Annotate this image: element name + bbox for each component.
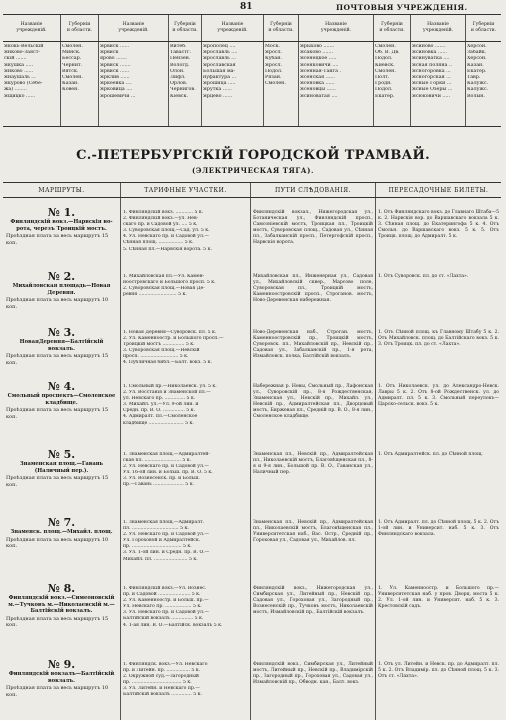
route-entry	[3, 326, 120, 366]
post-office-entry: Ярклив ......	[100, 75, 130, 81]
post-office-entry: Яркеевка ....	[100, 81, 132, 87]
tariff-line: 3. Ул. 1-ой лин. и Средн. пр. В. О.—	[123, 550, 210, 556]
post-office-entry: Орлов.	[170, 81, 188, 87]
tariff-line: 4. 1-ая лин. В. О.—Балтійск. вокзалъ 5 к.	[123, 622, 223, 628]
tariff-line: 3. Суворовская площ.—Невскій	[123, 348, 200, 354]
post-office-entry: Ясюковичи .....	[412, 93, 451, 99]
post-office-entry: Вятск.	[62, 68, 79, 74]
route-entry	[3, 270, 120, 310]
post-office-entry: Забайк.	[467, 50, 487, 56]
transfer-text: 1. Отъ Финляндскаго вокз. до Главнаго Штаба—5 к. 2. Нарвскія вор. до Варшавскаго вокзала 5 к. 3. Сѣнная площ. до Екатерингофа 5 к. 4. Отъ Смольн. до Варшавскаго вокз. 5 к. 5. Отъ Троицк. площ. до Адмиралт. 5 к.	[378, 210, 499, 240]
post-office-entry: Калужс.	[467, 87, 489, 93]
post-office-entry: Чернигов.	[170, 87, 196, 93]
path-text: Михайловская пл., Инженерная ул., Садовая ул., Михайловскій сквер., Марсово поле, Суворовская пл., Троицкій мостъ, Каменноостровскій просп., Строганов. мостъ, Ново-Деревенская набережная.	[253, 274, 373, 304]
post-office-entry: Янково-Заяст-	[4, 50, 41, 56]
post-office-entry: Подол.	[375, 87, 393, 93]
transfer-cell	[376, 586, 501, 610]
header-transfers: ПЕРЕСАДОЧНЫЕ БИЛЕТЫ.	[388, 186, 489, 194]
tram-routes-header	[3, 183, 501, 198]
tariff-line: 1. Новая Деревня—Суворовск. пл. 5 к.	[123, 330, 217, 335]
tariff-line: 2. Ул. Восстанія и Знаменской пл.—	[123, 390, 211, 396]
post-office-entry: Казан.	[62, 81, 79, 87]
post-offices-column	[169, 42, 202, 126]
tram-routes-table	[3, 182, 501, 719]
tariff-cell	[121, 274, 250, 298]
post-office-entry: Ярославская	[203, 62, 236, 68]
route-name: НоваяДеревня—Балтійскій вокзалъ.	[19, 339, 104, 352]
transfer-cell	[376, 520, 501, 538]
post-office-entry: Янково ......	[4, 68, 34, 74]
path-text: Знаменская пл., Невскій пр., Адмиралтейская пл., Николаевскій мостъ, Благовѣщенская пл., Университетская наб., Вас. Остр., Средній пр., Гороховая ул., Садовая ул., Михайлов. пл.	[253, 520, 373, 544]
tariff-line: Балтійскій вокзалъ ............... 5 к.	[123, 616, 204, 622]
post-office-entry: Олон.	[170, 68, 185, 74]
post-office-entry: Яросл.	[265, 50, 283, 56]
post-office-entry: Ярвиск ......	[100, 44, 130, 49]
post-office-entry: Ярошица .....	[203, 81, 236, 87]
transfer-cell	[376, 384, 501, 408]
transfer-cell	[376, 274, 501, 280]
post-office-entry: Ярвиск ......	[100, 68, 130, 74]
path-cell	[251, 586, 375, 616]
post-offices-header-cell: Названіе учрежденій.	[202, 15, 264, 41]
tariff-line: 3. Суворовская площ.—Сад. ул. 5 к.	[123, 228, 210, 234]
path-cell	[251, 520, 375, 544]
route-name: Смольный проспектъ—Смоленское кладбище.	[7, 393, 116, 406]
post-offices-header-cell: Названіе учрежденій.	[299, 15, 374, 41]
post-office-entry: Ясные Горки ...	[412, 81, 452, 87]
post-office-entry: Киевск.	[375, 62, 395, 68]
tariff-line: 5. Сѣнная пл.—Нарвскія ворота. 5 к.	[123, 246, 212, 252]
routes-column	[3, 198, 121, 720]
post-office-entry: Об. В. Дв.	[375, 50, 400, 56]
post-office-entry: Смолен.	[62, 75, 83, 81]
post-office-entry: Витеб.	[170, 44, 187, 49]
post-office-entry: Ясенная-Танга .	[300, 68, 341, 74]
route-entry	[3, 380, 120, 420]
post-office-entry: Тавастг.	[170, 50, 191, 56]
post-office-entry: Лифл.	[170, 75, 186, 81]
transfer-text: 1. Отъ Сѣнной площ. къ Главному Штабу 5 к. 2. Отъ Михайловск. площ. до Балтійскаго вокз. 5 к. 3. Отъ Троицк. пл. до ст. «Лахта».	[378, 330, 499, 348]
page-number: 81	[240, 2, 253, 12]
path-text: Финляндскій вокзал., Нижегородская ул., Ботаническая ул., Финляндскій просп., Самсоніевскій мостъ, Троицкая пл., Троицкій мостъ, Суворовская площ., Садовая ул., Сѣнная пл., Забалканскій просп., Петергофскій просп., Нарвскія ворота.	[253, 210, 373, 246]
tariff-line: 2. Ул. Каменноостр. и Большого просп.—	[123, 336, 224, 342]
post-offices-column	[61, 42, 99, 126]
main-subtitle: (ЭЛЕКТРИЧЕСКАЯ ТЯГА).	[191, 166, 315, 175]
post-office-entry: Казан.	[467, 62, 484, 68]
route-number: № 4.	[47, 380, 76, 393]
tariff-line: кладбище ........................ 5 к.	[123, 420, 194, 426]
post-office-entry: Минск.	[62, 50, 81, 56]
post-offices-header-cell: Губерніи и области.	[374, 15, 411, 41]
post-office-entry: Ясенская ......	[300, 75, 335, 81]
header-tariff: ТАРИФНЫЕ УЧАСТКИ.	[121, 183, 251, 197]
route-number: № 3.	[47, 326, 76, 339]
route-number: № 2.	[47, 270, 76, 283]
post-office-entry: Тавр.	[467, 75, 481, 81]
transfers-column	[376, 198, 501, 720]
tariff-cell	[121, 662, 250, 699]
tariff-cell	[121, 586, 250, 629]
tariff-line: 2. Ул. Невскаго пр. и Садовой ул.—	[123, 532, 209, 538]
post-office-entry: ярово .......	[100, 56, 127, 62]
route-fare: Проѣздная плата за весь маршрутъ 10 коп.	[6, 297, 109, 310]
path-text: Набережная р. Невы, Смольный пр., Лафонская ул., Суворовскій пр., 8-я Рождественская, Знаменская ул., Невскій пр., Михайл. ул., Невскій пр., Адмиралтейская пл., Дворцовый мостъ, Биржевая пл., Средній пр. В. О., 8-я лин., Смоленское кладбище.	[253, 384, 373, 420]
route-entry	[3, 516, 120, 549]
tariff-line: 2. Окружной суд.—Загородный	[123, 674, 199, 680]
path-text: Ново-Деревенская наб., Строган. мостъ, Каменноостровскій пр., Троицкій мостъ, Суворовск. пл., Михайловскій пр., Невскій пр., Садовая ул., Забалканскій пр., 1-я рота, Измайловск. полка, Балтійскій вокзалъ.	[253, 330, 373, 360]
main-title: С.-ПЕТЕРБУРГСКІЙ ГОРОДСКОЙ ТРАМВАЙ.	[76, 148, 430, 163]
tariff-line: 1. Смольный пр.—Николаевск. ул. 5 к.	[123, 384, 217, 389]
route-number: № 7.	[47, 516, 76, 529]
transfer-cell	[376, 210, 501, 240]
post-office-entry: Ясногорская ...	[412, 75, 451, 81]
path-cell	[251, 384, 375, 421]
post-office-entry: Ясенковичи ....	[300, 62, 339, 68]
path-text: Финляндскій вокз., Симбирская ул., Литейный мостъ, Литейный пр., Невскій пр., Владимірскій пр., Загородный пр., Гороховая ул., Садовая ул., Измайловскій пр., Обводн. кан., Балт. вокз.	[253, 662, 373, 686]
post-office-entry: Якурово (Себе-	[4, 81, 43, 87]
tariff-line: 2. Ул. Каменноостр. и Больш. пр.—	[123, 598, 209, 604]
post-office-entry: Калужс.	[467, 81, 489, 87]
tariff-line: пр. и Литейн. пр. ................ 5 к.	[123, 668, 201, 674]
path-text: Знаменская пл., Невскій пр., Адмиралтейская пл., Николаевскій мостъ, Благовѣщенская пл., 8-я и 9-я лин., Большой пр. В. О., Гаванская ул., Наличный пер.	[253, 452, 373, 476]
post-office-entry: Екатер.	[467, 68, 487, 74]
post-office-entry: Ярвиск .......	[100, 62, 131, 68]
post-office-entry: Смолен.	[265, 81, 286, 87]
tariff-cell	[121, 384, 250, 427]
post-office-entry: Ясная поляна ..	[412, 62, 452, 68]
running-title: ПОЧТОВЫЯ УЧРЕЖДЕНІЯ.	[336, 3, 468, 12]
post-offices-column	[99, 42, 169, 126]
post-office-entry: Якушка .....	[4, 62, 34, 68]
transfer-text: 1. Отъ Николаевск. ул. до Александро-Невск. Лавры 5 к. 2. Отъ 8-ой Рождественск. ул. до Адмиралт. пл. 5 к. 3. Смольный переулокъ—Царско-сельск. вокз. 5 к.	[378, 384, 499, 408]
route-entry	[3, 582, 120, 629]
tariff-line: 1. Финляндскій вокз. ............ 5 к.	[123, 210, 204, 215]
post-offices-body	[3, 42, 501, 126]
tariff-line: Балтійскій вокзалъ .............. 5 к.	[123, 692, 202, 698]
post-office-entry: Ящицко ......	[4, 93, 36, 99]
tariff-line: ул. Невскаго пр. .............. 5 к.	[123, 396, 196, 402]
tariff-line: 2. Суворовская площ.—Новая Де-	[123, 286, 205, 292]
post-office-entry: Полт.	[375, 75, 390, 81]
tariff-cell	[121, 210, 250, 253]
tariff-line: 1. Знаменская площ.—Адмиралт.	[123, 520, 205, 525]
post-office-entry: Бессар.	[62, 56, 82, 62]
post-office-entry: Ярковица ....	[100, 87, 133, 93]
post-offices-column	[3, 42, 61, 126]
route-name: Знаменская площ.—Гавань (Наличный пер.).	[19, 461, 104, 474]
post-offices-column	[299, 42, 374, 126]
tariff-line: 4. Адмиралт. пл.—Смоленское	[123, 414, 198, 420]
post-office-entry: Ярутка ......	[203, 87, 232, 93]
route-fare: Проѣздная плата за весь маршрутъ 15 коп.	[6, 353, 109, 366]
tariff-cell	[121, 452, 250, 489]
post-office-entry: Ясиноватая ....	[300, 93, 338, 99]
post-office-entry: Чернит.	[62, 62, 83, 68]
route-fare: Проѣздная плата за весь маршрутъ 15 коп.	[6, 407, 109, 420]
transfer-cell	[376, 452, 501, 458]
tariff-line: Ул. Невскаго пр. .................. 5 к.	[123, 604, 202, 610]
tariff-line: 2. Ул. Невскаго пр. и Садовой ул.—	[123, 464, 209, 470]
header-paths: ПУТИ СЛѢДОВАНІЯ.	[251, 183, 376, 197]
post-office-entry: Яросл.	[265, 62, 283, 68]
transfer-text: 1. Отъ Адмиралтейск. пл. до Сѣнной площ.	[378, 452, 483, 457]
post-office-entry: Кіевск.	[170, 93, 188, 99]
post-office-entry: Смолен.	[62, 44, 83, 49]
post-office-entry: Екатер.	[375, 93, 395, 99]
post-offices-column	[466, 42, 501, 126]
post-offices-column	[264, 42, 299, 126]
post-office-entry: Ясеновка ......	[300, 81, 335, 87]
post-office-entry: Ясные Озеры ...	[412, 87, 453, 93]
tariff-line: скаго пр. и Садовой ул. .... 5 к.	[123, 222, 198, 228]
tariff-line: 4. Ул. Невскаго пр. и Садовой ул.—	[123, 234, 209, 240]
route-entry	[3, 448, 120, 488]
post-office-entry: Подол.	[375, 56, 393, 62]
tariff-line: пл. ................................ 5 к.	[123, 526, 189, 532]
route-number: № 9.	[47, 658, 76, 671]
transfer-text: 1. Ул. Каменноостр. и Большого пр.—Университетская наб. у пров. Дворц. моста 5 к. 2. Ул. 1-ой лин. и Университ. наб. 5 к. 3. Крестовскій садъ.	[378, 586, 499, 610]
path-cell	[251, 330, 375, 360]
transfer-cell	[376, 662, 501, 680]
post-office-entry: Херсон.	[467, 56, 487, 62]
tariff-line: Михайл. пл. ....................... 5 к.	[123, 556, 198, 562]
post-office-entry: Вологд.	[170, 62, 190, 68]
paths-column	[251, 198, 376, 720]
post-office-entry: Моск.	[265, 44, 281, 49]
transfer-cell	[376, 330, 501, 348]
route-name: Михайловская площадь—Новая Деревня.	[12, 283, 111, 296]
post-office-entry: Ярополец ....	[203, 44, 236, 49]
post-office-entry: Смолен.	[375, 68, 396, 74]
post-office-entry: Ярошевичи ...	[100, 93, 136, 99]
tariff-line: Троицкій мостъ ............... 5 к.	[123, 342, 195, 348]
path-cell	[251, 210, 375, 247]
tariff-line: 3. Михайл. ул.—Ул. 9-ой лин. и	[123, 402, 199, 408]
transfer-text: 1. Отъ Суворовск. пл. до ст. «Лахта».	[378, 274, 469, 279]
tariff-line: 1. Финляндск. вокз.—Ул. Невскаго	[123, 662, 208, 667]
post-offices-header-cell: Губерніи и области.	[264, 15, 299, 41]
tariff-cell	[121, 520, 250, 563]
post-office-entry: Ясенецкое .....	[300, 56, 337, 62]
tariff-line: Ул. 16-ой лин. и Больш. пр. В. О. 5 к.	[123, 470, 213, 476]
post-offices-header-cell: Названіе учрежденій.	[411, 15, 466, 41]
path-cell	[251, 662, 375, 686]
post-office-entry: Ярцево ......	[203, 93, 233, 99]
post-offices-header-cell: Губерніи и области.	[470, 22, 497, 33]
tariff-line: ноостровскаго и Большого просп. 5 к.	[123, 280, 216, 286]
post-offices-header-cell: Губерніи и области.	[169, 15, 202, 41]
post-offices-header-cell: Губерніи и области.	[61, 15, 99, 41]
post-office-entry: Ярыхово .......	[300, 44, 335, 49]
route-number: № 1.	[47, 206, 76, 219]
route-fare: Проѣздная плата за весь маршрутъ 10 коп.	[6, 536, 109, 549]
route-name: Знаменск. площ.—Михайл. площ.	[10, 529, 113, 535]
tariff-cell	[121, 330, 250, 367]
route-name: Финляндскій вокз.—Нарвскія во-рота, черезъ Троицкій мостъ.	[10, 219, 113, 232]
tariff-line: 3. Ул. Литейн. и Невскаго пр.—	[123, 686, 200, 692]
tariff-line: 1. Михайловская пл.—Ул. Камен-	[123, 274, 205, 279]
tram-routes-body	[3, 198, 501, 720]
post-office-entry: Ясиново .......	[412, 44, 446, 49]
post-office-entry: Подол.	[265, 68, 283, 74]
tariff-line: 4. Публичная библ.—Балт. вокз. 5 к.	[123, 360, 212, 366]
post-office-entry: Гродн.	[375, 81, 392, 87]
route-fare: Проѣздная плата за весь маршрутъ 10 коп.	[6, 685, 109, 698]
post-office-entry: Ковен.	[62, 87, 79, 93]
path-cell	[251, 452, 375, 476]
post-office-entry: Ясаково .......	[300, 50, 334, 56]
post-offices-column	[374, 42, 411, 126]
header-routes: МАРШРУТЫ.	[3, 183, 121, 197]
path-cell	[251, 274, 375, 304]
post-office-entry: Якокь-Вельскій	[4, 44, 44, 49]
post-office-entry: Ярославль ...	[203, 56, 236, 62]
route-fare: Проѣздная плата за весь маршрутъ 15 коп.	[6, 233, 109, 246]
post-offices-table	[3, 14, 501, 127]
post-office-entry: Пензен.	[170, 56, 191, 62]
tariff-line: пр. .................................. 5 к.	[123, 544, 192, 550]
route-number: № 8.	[47, 582, 76, 595]
route-entry	[3, 658, 120, 698]
path-text: Финляндскій вокз., Нижегородская ул., Симбирская ул., Литейный пр., Невскій пр., Садовая ул., Гороховая ул., Загородный пр., Вознесенскій пр., Тучковъ мостъ, Николаевскій мостъ, Измайловскій пр., Балтійскій вокзалъ.	[253, 586, 373, 616]
route-fare: Проѣздная плата за весь маршрутъ 15 коп.	[6, 475, 109, 488]
post-office-entry: Ясеновцы ......	[300, 87, 336, 93]
post-office-entry: Ярвиск	[100, 50, 119, 56]
post-offices-header-cell: Названіе учрежденій.	[99, 15, 169, 41]
post-office-entry: Ярославль ....	[203, 50, 238, 56]
post-office-entry: Янаушаль ...	[4, 75, 36, 81]
route-entry	[3, 206, 120, 246]
post-offices-header-cell: Названіе учрежденій.	[3, 15, 61, 41]
tariff-line: пр.—Гавань ..................... 5 к.	[123, 482, 195, 488]
post-office-entry: Волын.	[467, 93, 486, 99]
post-office-entry: жа) ........	[4, 87, 27, 93]
post-office-entry: Херсон.	[467, 44, 487, 49]
post-office-entry: нуфактура ...	[203, 75, 237, 81]
route-name: Финляндскій вокз.—Симеоновскій м.—Тучковъ м.—Николаевскій м.—Балтійскій вокзалъ.	[8, 595, 115, 615]
tariff-line: ская пл. ......................... 5 к.	[123, 458, 192, 464]
post-office-entry: скій .......	[4, 56, 27, 62]
post-office-entry: Большая ма-	[203, 68, 236, 74]
tariff-line: пр. и Садовой ...................... 5 к.	[123, 592, 201, 598]
post-office-entry: Рязан.	[265, 75, 282, 81]
tariff-line: ревня .......................... 5 к.	[123, 292, 187, 298]
post-offices-header	[3, 15, 501, 42]
route-fare: Проѣздная плата за весь маршрутъ 15 коп.	[6, 615, 109, 629]
tariff-column	[121, 198, 251, 720]
post-office-entry: Кубан.	[265, 56, 283, 62]
tariff-line: 1. Финляндскій вокз.—Ул. Вознес.	[123, 586, 207, 591]
tariff-line: 2. Финляндскій вокз.—ул. Нев-	[123, 216, 199, 222]
route-name: Финляндскій вокзалъ—Балтійскій вокзалъ.	[8, 671, 115, 684]
transfer-text: 1. Отъ ул. Литейн. и Невск. пр. до Адмиралт. пл. 5 к. 2. Отъ Владимір. пл. до Сѣнной площ. 5 к. 3. Отъ ст. «Лахта».	[378, 662, 499, 680]
transfer-text: 1. Отъ Адмиралт. пл. до Сѣнной площ. 5 к. 2. Отъ 1-ой лин. и Университ. наб. 5 к. 3. Отъ Финляндскаго вокзала.	[378, 520, 499, 538]
tariff-line: пр. .................................. 5 к.	[123, 680, 192, 686]
route-number: № 5.	[47, 448, 76, 461]
tariff-line: 3. Ул. Вознесенск. пр. и Больш.	[123, 476, 200, 482]
tariff-line: Сѣнная площ. ................. 5 к.	[123, 240, 194, 246]
tariff-line: 3. Ул. Невскаго пр. и Садовой ул.—	[123, 610, 209, 616]
tariff-line: 1. Знаменская площ.—Адмиралтей-	[123, 452, 210, 457]
post-offices-column	[411, 42, 466, 126]
tariff-line: просп. .......................... 5 к.	[123, 354, 189, 360]
post-office-entry: Ясногоровка ...	[412, 68, 451, 74]
post-offices-column	[202, 42, 264, 126]
tariff-line: Ул. Гороховой и Адмиралтейск.	[123, 538, 201, 544]
tariff-line: Средн. пр. В. О. ............... 5 к.	[123, 408, 195, 414]
post-office-entry: Ясиновка ......	[412, 50, 448, 56]
post-office-entry: Ясинуватка ....	[412, 56, 450, 62]
post-office-entry: Смолен.	[375, 44, 396, 49]
